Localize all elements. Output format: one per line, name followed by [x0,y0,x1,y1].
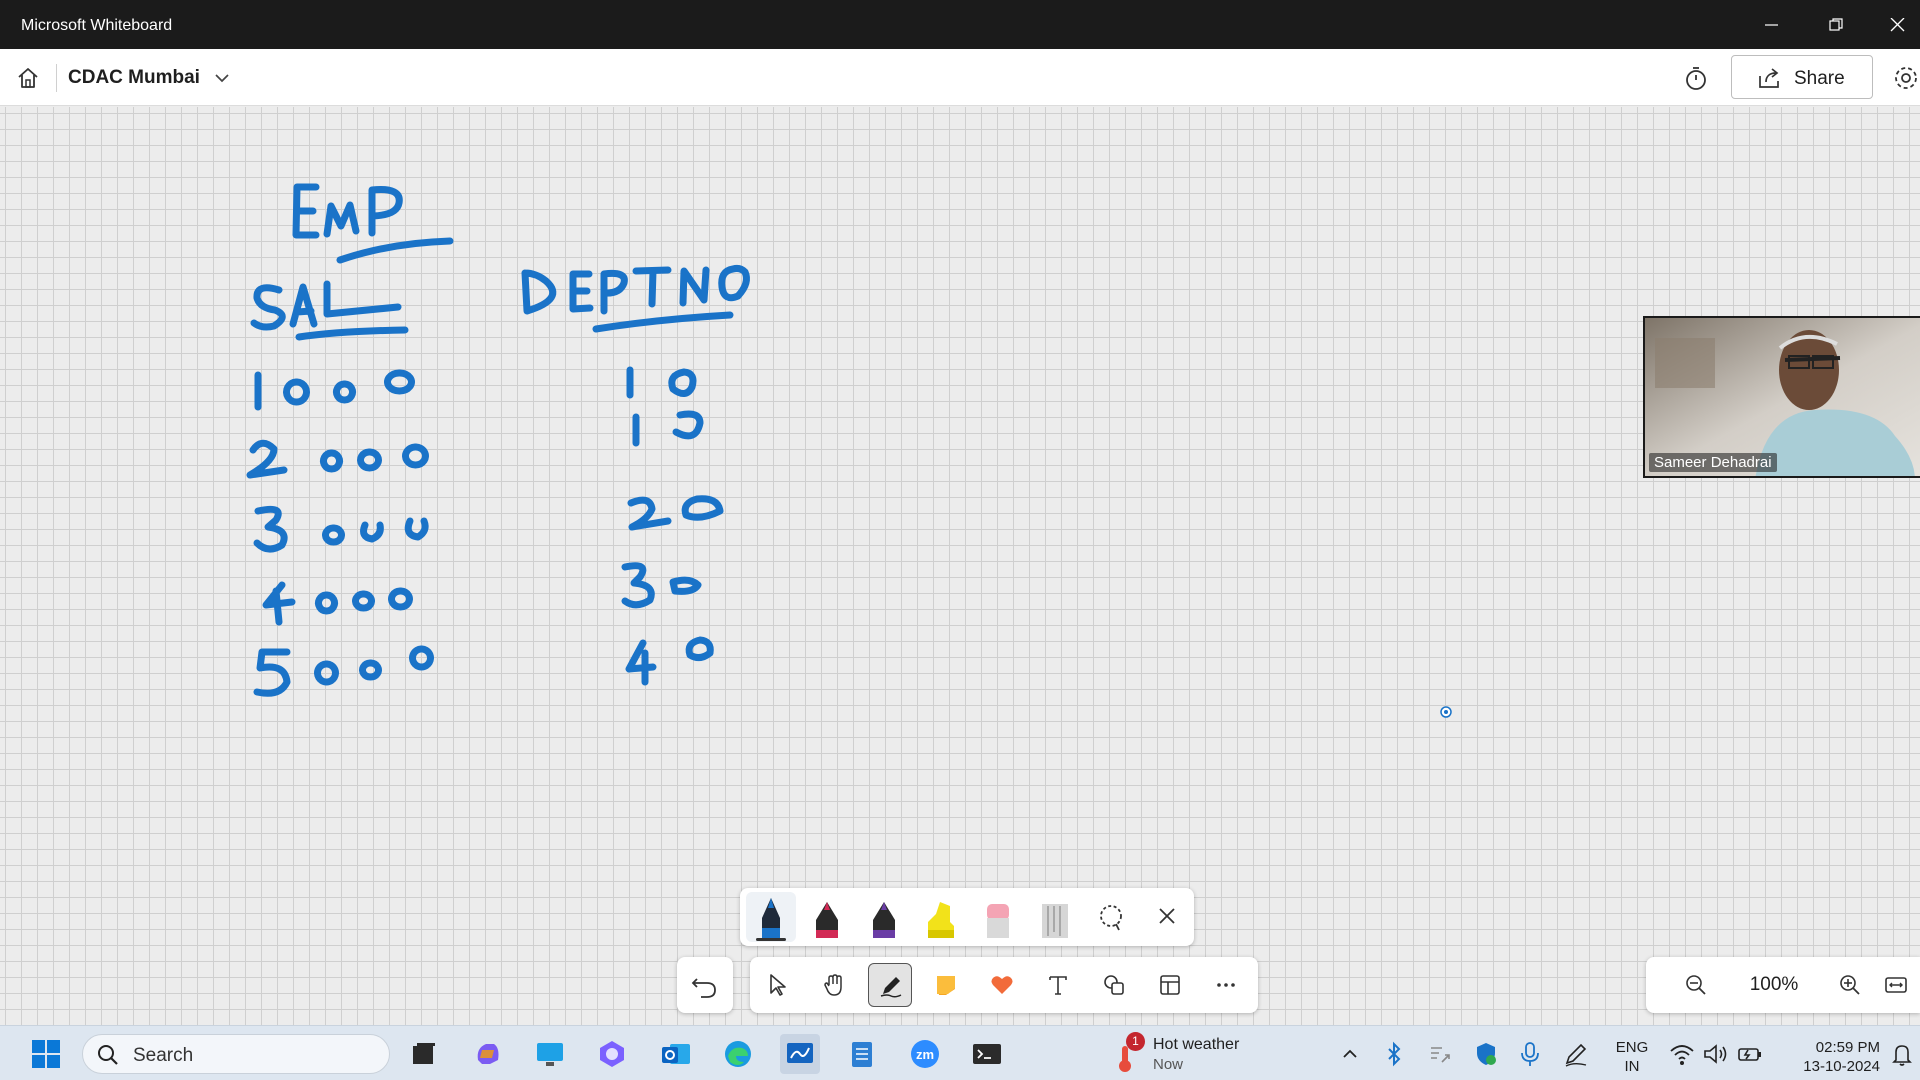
lang-region: IN [1624,1058,1640,1075]
ruler-icon [1030,892,1080,942]
outlook-app[interactable] [656,1034,696,1074]
terminal-icon [971,1038,1003,1070]
speaker-icon [1702,1040,1730,1068]
loop-app[interactable] [592,1034,632,1074]
minimize-button[interactable] [1749,10,1795,40]
sticky-note-tool[interactable] [924,963,968,1007]
board-text-layer [0,107,1,108]
participant-video-tile[interactable] [1643,316,1920,478]
ink-deptno-values [625,370,720,682]
task-view-icon [408,1038,440,1070]
svg-text:zm: zm [915,1047,935,1062]
app-header [0,49,1920,106]
blue-pen[interactable] [746,892,796,942]
pen-palette [740,888,1194,946]
ink-emp-heading [296,187,450,260]
chevron-up-icon [1336,1040,1364,1068]
weather-title: Hot weather [1153,1036,1240,1053]
notepad-app[interactable] [842,1034,882,1074]
taskbar-search[interactable] [82,1034,390,1074]
participant-name: Sameer Dehadrai [1649,453,1777,472]
edge-browser[interactable] [718,1034,758,1074]
more-tools-button[interactable] [1204,963,1248,1007]
network-activity-tray[interactable] [1426,1040,1454,1068]
pen-workspace-icon [1562,1040,1590,1068]
undo-button[interactable] [677,957,733,1013]
fit-screen-icon [1884,973,1908,997]
notifications-tray[interactable] [1888,1040,1916,1068]
monitor-icon [534,1038,566,1070]
share-icon [1758,67,1782,89]
text-tool[interactable] [1036,963,1080,1007]
window-title: Microsoft Whiteboard [21,17,173,34]
weather-alert-badge: 1 [1126,1032,1145,1051]
zoom-out-button[interactable] [1678,967,1714,1003]
inking-tool[interactable] [868,963,912,1007]
gear-icon [1890,62,1920,94]
reactions-tool[interactable] [980,963,1024,1007]
eraser-icon [973,892,1023,942]
shapes-icon [1102,973,1126,997]
pointer-icon [766,973,790,997]
header-divider [56,64,57,92]
bluetooth-icon [1380,1040,1408,1068]
search-placeholder: Search [133,1045,194,1066]
template-icon [1158,973,1182,997]
clock-date: 13-10-2024 [1803,1058,1880,1075]
restore-button[interactable] [1814,10,1860,40]
close-icon [1890,18,1906,32]
zoom-in-icon [1838,973,1862,997]
restore-icon [1829,18,1845,32]
board-menu-dropdown[interactable] [211,67,233,89]
main-toolbar [750,957,1258,1013]
security-tray[interactable] [1472,1040,1500,1068]
terminal-app[interactable] [967,1034,1007,1074]
notepad-icon [846,1038,878,1070]
templates-tool[interactable] [1148,963,1192,1007]
timer-icon [1680,62,1712,94]
system-clock[interactable] [1780,1038,1880,1076]
whiteboard-icon [784,1038,816,1070]
red-pen-icon [802,892,852,942]
shield-icon [1472,1040,1500,1068]
heart-icon [990,973,1014,997]
outlook-icon [660,1038,692,1070]
show-hidden-icons[interactable] [1336,1040,1364,1068]
zoom-control [1646,957,1920,1013]
highlighter-icon [916,892,966,942]
windows-logo-icon [30,1038,62,1070]
notification-bell-icon [1888,1040,1916,1068]
ruler[interactable] [1030,892,1080,942]
pen-tray[interactable] [1562,1040,1590,1068]
copilot-icon [472,1038,504,1070]
wifi-tray[interactable] [1668,1040,1696,1068]
ink-sal-values [250,373,431,693]
microphone-icon [1516,1040,1544,1068]
text-icon [1046,973,1070,997]
hand-icon [822,973,846,997]
zoom-level[interactable]: 100% [1749,974,1799,995]
start-button[interactable] [26,1034,66,1074]
share-button[interactable] [1731,55,1873,99]
fit-to-screen-button[interactable] [1878,967,1914,1003]
battery-icon [1736,1040,1764,1068]
close-window-button[interactable] [1875,10,1920,40]
desktop-app[interactable] [530,1034,570,1074]
yellow-highlighter[interactable] [916,892,966,942]
blue-pen-icon [746,892,796,942]
close-icon [1142,892,1192,942]
select-tool[interactable] [756,963,800,1007]
purple-pen[interactable] [859,892,909,942]
network-activity-icon [1426,1040,1454,1068]
sticky-note-icon [934,973,958,997]
ink-deptno-heading [525,268,746,329]
timer-button[interactable] [1680,62,1712,94]
microphone-tray[interactable] [1516,1040,1544,1068]
weather-widget[interactable] [1108,1032,1258,1076]
windows-taskbar [0,1025,1920,1080]
whiteboard-app-active[interactable] [780,1034,820,1074]
search-icon [97,1044,119,1066]
board-name[interactable]: CDAC Mumbai [68,67,200,88]
red-pen[interactable] [802,892,852,942]
purple-pen-icon [859,892,909,942]
home-icon [12,62,44,94]
zoom-app[interactable] [905,1034,945,1074]
clock-time: 02:59 PM [1815,1039,1880,1056]
weather-subtitle: Now [1153,1056,1184,1073]
bluetooth-tray[interactable] [1380,1040,1408,1068]
task-view-button[interactable] [404,1034,444,1074]
window-title-bar [0,0,1920,49]
battery-tray[interactable] [1736,1040,1764,1068]
zoom-meeting-icon [909,1038,941,1070]
zoom-in-button[interactable] [1832,967,1868,1003]
undo-icon [677,957,733,1013]
edge-icon [722,1038,754,1070]
wifi-icon [1668,1040,1696,1068]
settings-button[interactable] [1890,62,1920,94]
minimize-icon [1764,18,1780,32]
ink-sal-heading [254,284,405,337]
home-button[interactable] [12,62,44,94]
lang-code: ENG [1615,1039,1649,1056]
pan-tool[interactable] [812,963,856,1007]
close-pen-palette-button[interactable] [1142,892,1192,942]
shapes-tool[interactable] [1092,963,1136,1007]
input-language[interactable] [1612,1038,1652,1076]
pen-icon [879,974,903,998]
share-label: Share [1794,68,1845,89]
eraser[interactable] [973,892,1023,942]
more-icon [1214,973,1238,997]
zoom-out-icon [1684,973,1708,997]
volume-tray[interactable] [1702,1040,1730,1068]
loop-icon [596,1038,628,1070]
copilot-app[interactable] [468,1034,508,1074]
lasso-select-icon [1086,892,1136,942]
lasso-select-button[interactable] [1086,892,1136,942]
chevron-down-icon [211,67,233,89]
